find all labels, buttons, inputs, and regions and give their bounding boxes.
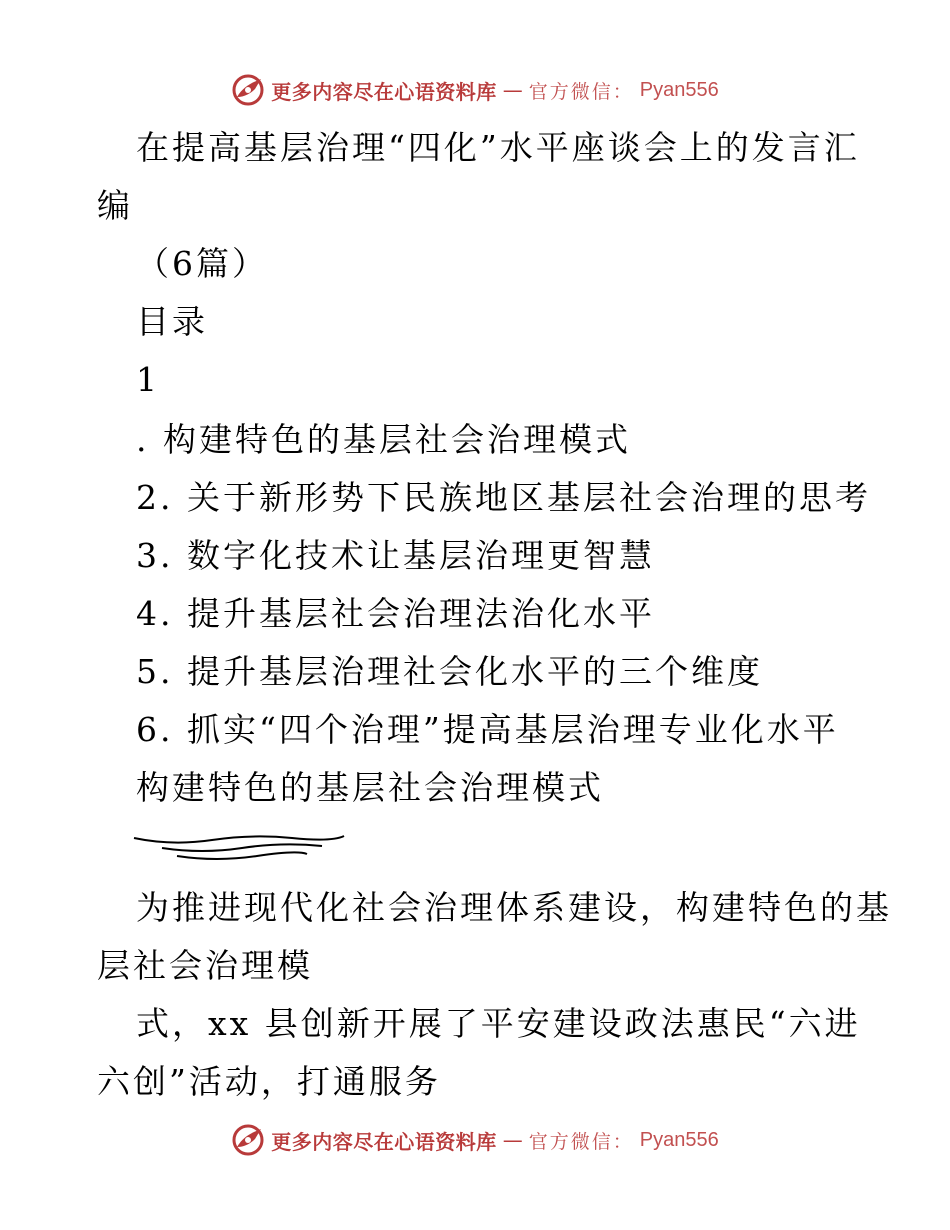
- toc-item: 4. 提升基层社会治理法治化水平: [136, 594, 655, 633]
- toc-item: . 构建特色的基层社会治理模式: [136, 420, 631, 459]
- header-watermark: [0, 70, 950, 110]
- section-title: 构建特色的基层社会治理模式: [136, 768, 604, 807]
- paragraph-1-line-1: 为推进现代化社会治理体系建设，构建特色的基: [136, 888, 892, 927]
- pen-logo-icon: [231, 1123, 265, 1157]
- pen-logo-icon: [231, 73, 265, 107]
- watermark-official: 官方微信：: [528, 80, 634, 103]
- watermark-dash: —: [502, 1128, 523, 1152]
- toc-item: 3. 数字化技术让基层治理更智慧: [136, 536, 655, 575]
- watermark-wechat-id: Pyan556: [639, 1128, 719, 1151]
- toc-heading: 目录: [136, 302, 208, 341]
- footer-watermark: [0, 1120, 950, 1160]
- watermark-dash: —: [502, 78, 523, 102]
- wave-divider-icon: [132, 826, 347, 866]
- paragraph-2-line-2: 六创”活动，打通服务: [97, 1062, 441, 1101]
- document-count: （6篇）: [136, 244, 268, 283]
- watermark-official: 官方微信：: [528, 1130, 634, 1153]
- watermark-wechat-id: Pyan556: [639, 78, 719, 101]
- paragraph-2-line-1: 式，xx 县创新开展了平安建设政法惠民“六进: [136, 1004, 861, 1043]
- watermark-text: 更多内容尽在心语资料库: [271, 79, 497, 104]
- watermark-text: 更多内容尽在心语资料库: [271, 1129, 497, 1154]
- toc-item: 2. 关于新形势下民族地区基层社会治理的思考: [136, 478, 871, 517]
- toc-number-1: 1: [136, 360, 160, 399]
- toc-item: 6. 抓实“四个治理”提高基层治理专业化水平: [136, 710, 839, 749]
- document-title-line1: 在提高基层治理“四化”水平座谈会上的发言汇: [136, 128, 860, 167]
- toc-item: 5. 提升基层治理社会化水平的三个维度: [136, 652, 763, 691]
- document-title-line2: 编: [97, 186, 133, 225]
- paragraph-1-line-2: 层社会治理模: [97, 946, 313, 985]
